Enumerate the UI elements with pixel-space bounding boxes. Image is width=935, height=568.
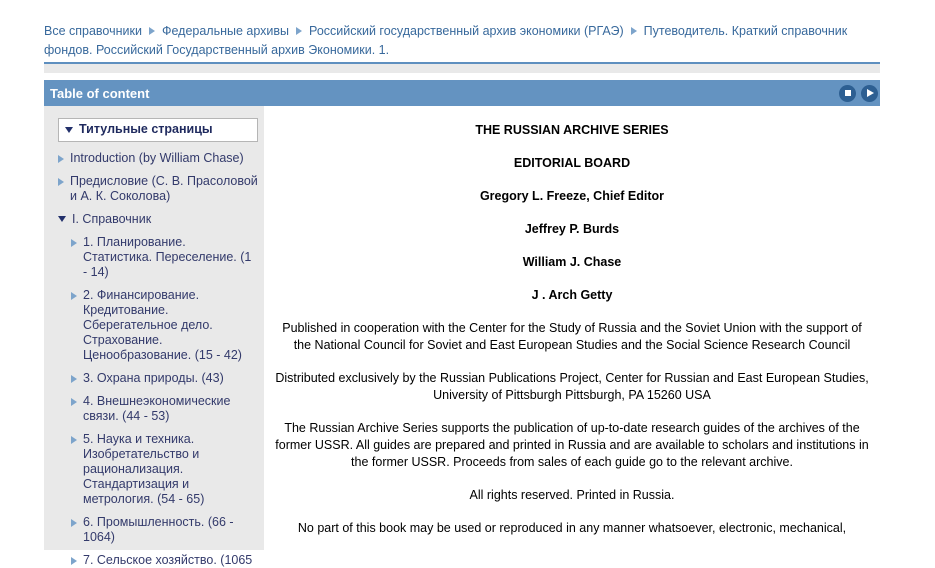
editor-name: Gregory L. Freeze, Chief Editor: [479, 189, 665, 203]
chevron-right-icon: [149, 27, 155, 35]
sidebar-item-section-4[interactable]: [71, 394, 258, 424]
document-content: [264, 106, 880, 550]
breadcrumb-link-rgae[interactable]: Российский государственный архив экономики (РГАЭ): [309, 24, 624, 38]
copyright-paragraph: No part of this book may be used or reproduced in any manner whatsoever, electronic, mechanical,: [297, 521, 847, 535]
sidebar-item-label: 1. Планирование. Статистика. Переселение. (1 - 14): [83, 235, 252, 279]
sidebar-item-label: 7. Сельское хозяйство. (1065: [83, 553, 253, 567]
next-page-button[interactable]: [861, 85, 878, 102]
chevron-right-icon: [71, 398, 77, 406]
sidebar-item-label: Титульные страницы: [79, 122, 213, 136]
chevron-right-icon: [296, 27, 302, 35]
sidebar-item-label: 2. Финансирование. Кредитование. Сберегательное дело. Страхование. Ценообразование. (15 - 42): [83, 288, 242, 362]
sidebar-item-introduction[interactable]: [58, 151, 258, 166]
series-description-paragraph: The Russian Archive Series supports the publication of up-to-date research guides of the archives of the former USSR. All guides are prepared and printed in Russia and are available to scholars and institutions in the former USSR. Proceeds from sales of each guide go to the relevant archive.: [275, 421, 869, 469]
sidebar-item-label: Предисловие (С. В. Прасоловой и А. К. Соколова): [70, 174, 258, 203]
sidebar-item-spravochnik[interactable]: [58, 212, 258, 227]
content-columns: [44, 106, 880, 567]
sidebar-item-label: Introduction (by William Chase): [70, 151, 244, 165]
chevron-right-icon: [71, 436, 77, 444]
sidebar-item-label: 5. Наука и техника. Изобретательство и рационализация. Стандартизация и метрология. (54 - 65): [83, 432, 205, 506]
table-of-content-header-bar: [44, 80, 880, 106]
editor-name: Jeffrey P. Burds: [524, 222, 620, 236]
sidebar-item-section-7[interactable]: [71, 553, 258, 568]
panel-title: Table of content: [50, 85, 150, 101]
chevron-right-icon: [71, 519, 77, 527]
header-buttons: [839, 85, 880, 102]
sidebar-item-label: I. Справочник: [72, 212, 152, 226]
divider-band: [44, 64, 880, 73]
collapse-panel-button[interactable]: [839, 85, 856, 102]
sidebar-item-title-pages[interactable]: [58, 118, 258, 142]
breadcrumb-link-federal-archives[interactable]: Федеральные архивы: [161, 24, 290, 38]
table-of-content-tree: [44, 106, 264, 567]
sidebar-item-predislovie[interactable]: [58, 174, 258, 204]
chevron-down-icon: [65, 127, 73, 133]
sidebar-item-section-2[interactable]: [71, 288, 258, 363]
chevron-right-icon: [71, 375, 77, 383]
chevron-right-icon: [58, 178, 64, 186]
sidebar-item-section-5[interactable]: [71, 432, 258, 507]
stop-icon: [845, 90, 851, 96]
chevron-right-icon: [58, 155, 64, 163]
sidebar-item-label: 4. Внешнеэкономические связи. (44 - 53): [83, 394, 231, 423]
spacer: [44, 73, 880, 80]
editor-name: William J. Chase: [522, 255, 622, 269]
breadcrumb-link-all-guides[interactable]: Все справочники: [44, 24, 142, 38]
sidebar-item-label: 3. Охрана природы. (43): [83, 371, 224, 385]
breadcrumb-current-page: Путеводитель. Краткий справочник фондов. Российский Государственный архив Экономики. 1.: [44, 24, 848, 57]
series-title: THE RUSSIAN ARCHIVE SERIES: [475, 123, 669, 137]
sidebar-item-section-3[interactable]: [71, 371, 258, 386]
play-icon: [867, 89, 874, 97]
publication-paragraph: Published in cooperation with the Center for the Study of Russia and the Soviet Union with the support of the National Council for Soviet and East European Studies and the Social Science Research Council: [282, 321, 862, 352]
chevron-right-icon: [71, 292, 77, 300]
chevron-down-icon: [58, 216, 66, 222]
editorial-board-heading: EDITORIAL BOARD: [513, 156, 631, 170]
page-container: [44, 0, 880, 567]
chevron-right-icon: [71, 239, 77, 247]
distribution-paragraph: Distributed exclusively by the Russian Publications Project, Center for Russian and East European Studies, University of Pittsburgh Pittsburgh, PA 15260 USA: [275, 371, 869, 402]
breadcrumb: [44, 0, 880, 64]
rights-line: All rights reserved. Printed in Russia.: [469, 488, 675, 502]
chevron-right-icon: [631, 27, 637, 35]
sidebar-item-section-1[interactable]: [71, 235, 258, 280]
chevron-right-icon: [71, 557, 77, 565]
editor-name: J . Arch Getty: [531, 288, 613, 302]
sidebar-item-section-6[interactable]: [71, 515, 258, 545]
sidebar-item-label: 6. Промышленность. (66 - 1064): [83, 515, 234, 544]
